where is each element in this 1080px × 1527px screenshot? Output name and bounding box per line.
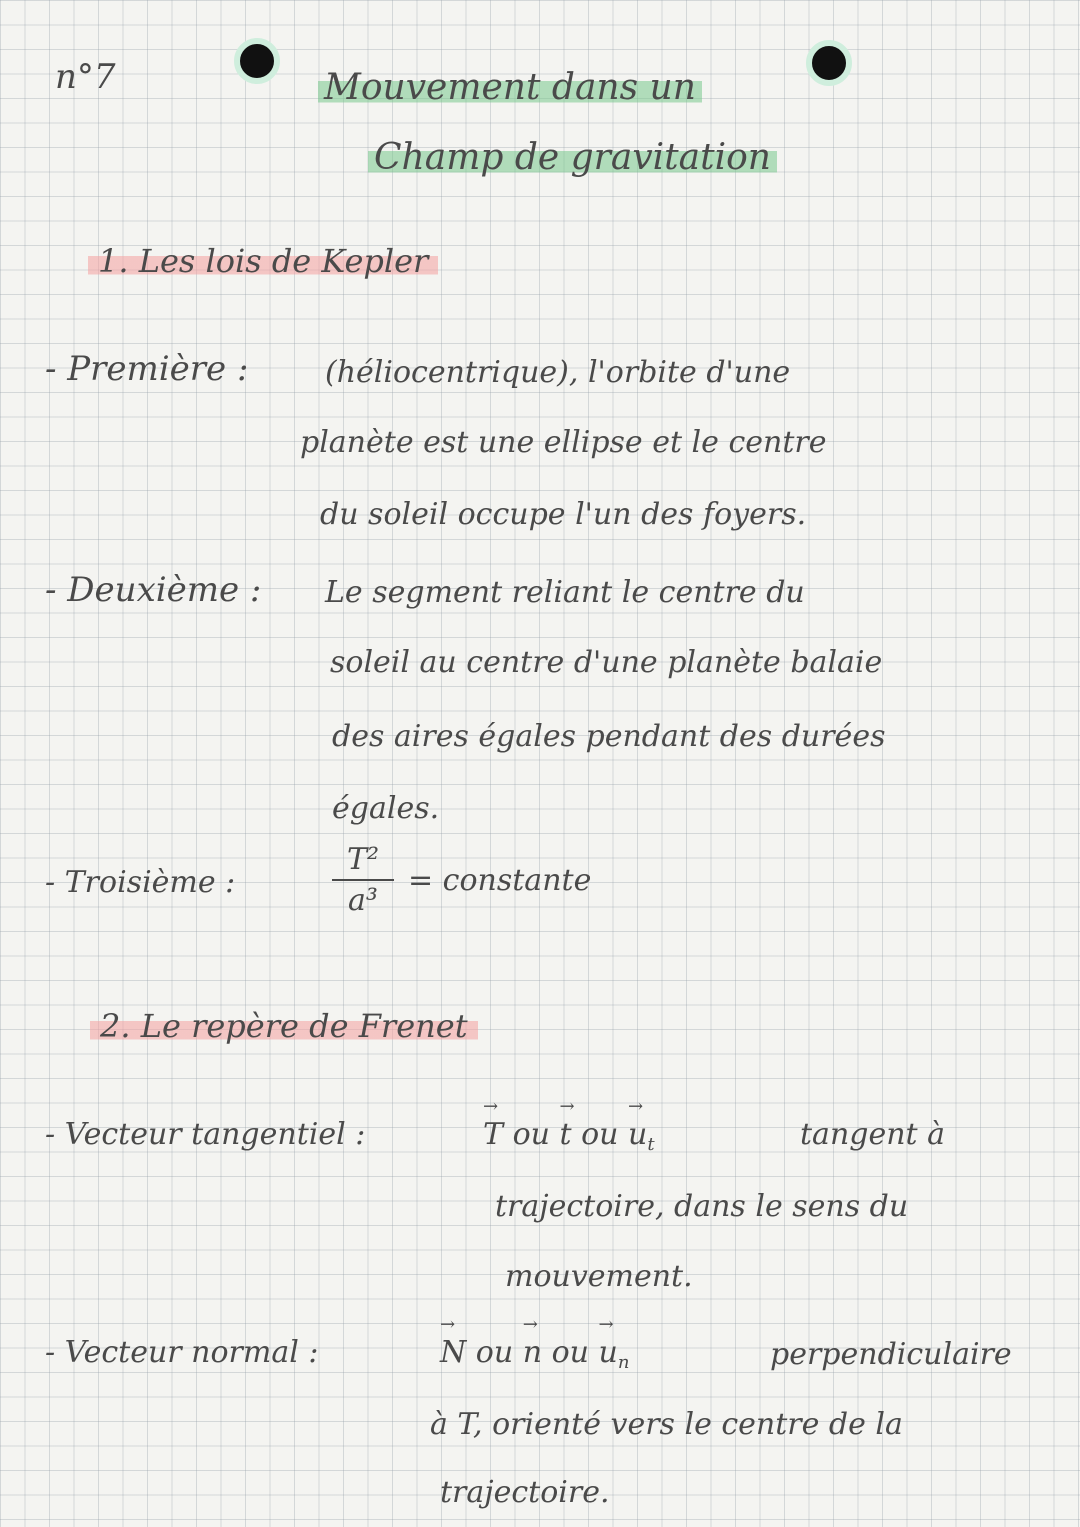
- item-premiere-label: - Première :: [45, 349, 249, 389]
- binder-ring-left: [234, 38, 280, 84]
- vector-T: → T: [483, 1120, 503, 1150]
- section2-heading: 2. Le repère de Frenet: [90, 1010, 478, 1042]
- vector-N: → N: [440, 1338, 466, 1368]
- item-tangentiel-label: - Vecteur tangentiel :: [45, 1117, 366, 1152]
- symbol-or: ou: [551, 1335, 589, 1370]
- item-premiere-line: du soleil occupe l'un des foyers.: [320, 497, 807, 532]
- kepler-result: = constante: [408, 863, 592, 898]
- vector-n: → n: [523, 1338, 542, 1368]
- section1-heading: 1. Les lois de Kepler: [88, 245, 438, 277]
- vector-subscript: n: [617, 1352, 630, 1373]
- page-title-line1: Mouvement dans un: [318, 70, 702, 106]
- symbol-or: ou: [475, 1335, 514, 1370]
- normal-symbols: [440, 1335, 630, 1373]
- item-tangentiel-line: mouvement.: [505, 1259, 693, 1294]
- item-normal-line: perpendiculaire: [770, 1337, 1012, 1372]
- item-deuxieme-label: - Deuxième :: [45, 570, 262, 610]
- symbol-or: ou: [581, 1117, 619, 1152]
- item-normal-line: trajectoire.: [440, 1475, 610, 1510]
- item-tangentiel-line: tangent à: [800, 1117, 946, 1152]
- symbol-or: ou: [512, 1117, 550, 1152]
- vector-subscript: t: [647, 1134, 655, 1155]
- item-normal-line: à T, orienté vers le centre de la: [430, 1407, 903, 1442]
- item-deuxieme-line: soleil au centre d'une planète balaie: [330, 645, 883, 680]
- item-tangentiel-line: trajectoire, dans le sens du: [495, 1189, 909, 1224]
- tangent-symbols: [483, 1117, 655, 1155]
- item-premiere-line: planète est une ellipse et le centre: [300, 425, 827, 460]
- item-troisieme-label: - Troisième :: [45, 865, 236, 900]
- binder-ring-right: [806, 40, 852, 86]
- item-premiere-line: (héliocentrique), l'orbite d'une: [325, 355, 791, 390]
- fraction-numerator: T²: [346, 842, 380, 877]
- item-deuxieme-line: égales.: [332, 791, 440, 826]
- vector-u: → u: [599, 1338, 618, 1368]
- page-title-line2: Champ de gravitation: [368, 140, 777, 176]
- fraction-denominator: a³: [348, 883, 378, 918]
- item-deuxieme-line: des aires égales pendant des durées: [332, 719, 886, 754]
- fraction-bar: [332, 879, 394, 881]
- kepler-fraction: [332, 842, 394, 918]
- item-deuxieme-line: Le segment reliant le centre du: [325, 575, 805, 610]
- vector-u: → u: [628, 1120, 647, 1150]
- vector-t: → t: [560, 1120, 572, 1150]
- item-normal-label: - Vecteur normal :: [45, 1335, 319, 1370]
- page-number: n°7: [55, 57, 116, 97]
